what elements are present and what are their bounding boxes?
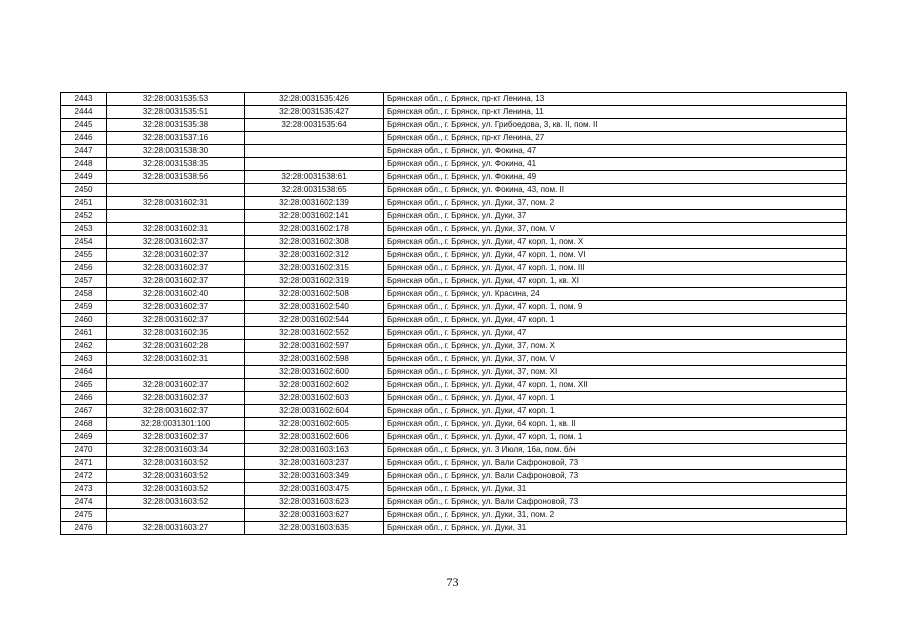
address-cell: Брянская обл., г. Брянск, ул. Фокина, 41 (384, 158, 847, 171)
table-row (61, 353, 847, 366)
object-cadastral-number-cell: 32:28:0031602:544 (245, 314, 384, 327)
address-cell: Брянская обл., г. Брянск, ул. Грибоедова, 3, кв. II, пом. II (384, 119, 847, 132)
object-cadastral-number-cell: 32:28:0031603:475 (245, 483, 384, 496)
object-cadastral-number-cell: 32:28:0031603:237 (245, 457, 384, 470)
parcel-cadastral-number-cell (107, 509, 245, 522)
table-row (61, 444, 847, 457)
table-row (61, 483, 847, 496)
parcel-cadastral-number-cell: 32:28:0031602:37 (107, 262, 245, 275)
address-cell: Брянская обл., г. Брянск, ул. Дуки, 47 корп. 1 (384, 405, 847, 418)
parcel-cadastral-number-cell: 32:28:0031602:40 (107, 288, 245, 301)
table-row (61, 249, 847, 262)
table-row (61, 379, 847, 392)
row-number-cell: 2472 (61, 470, 107, 483)
table-row (61, 301, 847, 314)
parcel-cadastral-number-cell: 32:28:0031602:37 (107, 301, 245, 314)
object-cadastral-number-cell: 32:28:0031535:426 (245, 93, 384, 106)
row-number-cell: 2446 (61, 132, 107, 145)
row-number-cell: 2456 (61, 262, 107, 275)
address-cell: Брянская обл., г. Брянск, ул. Дуки, 37, пом. V (384, 223, 847, 236)
object-cadastral-number-cell: 32:28:0031602:605 (245, 418, 384, 431)
parcel-cadastral-number-cell: 32:28:0031535:38 (107, 119, 245, 132)
object-cadastral-number-cell: 32:28:0031602:597 (245, 340, 384, 353)
table-row (61, 470, 847, 483)
address-cell: Брянская обл., г. Брянск, ул. Фокина, 49 (384, 171, 847, 184)
address-cell: Брянская обл., г. Брянск, ул. Вали Сафроновой, 73 (384, 457, 847, 470)
table-row (61, 262, 847, 275)
parcel-cadastral-number-cell: 32:28:0031603:34 (107, 444, 245, 457)
row-number-cell: 2474 (61, 496, 107, 509)
row-number-cell: 2443 (61, 93, 107, 106)
object-cadastral-number-cell: 32:28:0031603:635 (245, 522, 384, 535)
object-cadastral-number-cell: 32:28:0031602:602 (245, 379, 384, 392)
address-cell: Брянская обл., г. Брянск, ул. Дуки, 47 корп. 1, пом. X (384, 236, 847, 249)
row-number-cell: 2458 (61, 288, 107, 301)
row-number-cell: 2444 (61, 106, 107, 119)
row-number-cell: 2476 (61, 522, 107, 535)
object-cadastral-number-cell: 32:28:0031602:141 (245, 210, 384, 223)
address-cell: Брянская обл., г. Брянск, пр-кт Ленина, 11 (384, 106, 847, 119)
object-cadastral-number-cell: 32:28:0031603:627 (245, 509, 384, 522)
table-row (61, 145, 847, 158)
table-row (61, 327, 847, 340)
address-cell: Брянская обл., г. Брянск, ул. Дуки, 47 корп. 1, кв. XI (384, 275, 847, 288)
parcel-cadastral-number-cell: 32:28:0031603:52 (107, 470, 245, 483)
parcel-cadastral-number-cell: 32:28:0031602:37 (107, 379, 245, 392)
table-row (61, 184, 847, 197)
object-cadastral-number-cell: 32:28:0031538:65 (245, 184, 384, 197)
parcel-cadastral-number-cell: 32:28:0031603:52 (107, 483, 245, 496)
address-cell: Брянская обл., г. Брянск, ул. Дуки, 37, пом. V (384, 353, 847, 366)
object-cadastral-number-cell: 32:28:0031602:606 (245, 431, 384, 444)
parcel-cadastral-number-cell: 32:28:0031602:35 (107, 327, 245, 340)
object-cadastral-number-cell: 32:28:0031602:508 (245, 288, 384, 301)
row-number-cell: 2451 (61, 197, 107, 210)
table-row (61, 431, 847, 444)
table-row (61, 119, 847, 132)
table-row (61, 418, 847, 431)
object-cadastral-number-cell: 32:28:0031602:604 (245, 405, 384, 418)
object-cadastral-number-cell (245, 145, 384, 158)
row-number-cell: 2460 (61, 314, 107, 327)
table-row (61, 210, 847, 223)
address-cell: Брянская обл., г. Брянск, ул. Фокина, 43, пом. II (384, 184, 847, 197)
object-cadastral-number-cell (245, 158, 384, 171)
object-cadastral-number-cell: 32:28:0031603:163 (245, 444, 384, 457)
parcel-cadastral-number-cell (107, 184, 245, 197)
page-number: 73 (446, 575, 459, 589)
parcel-cadastral-number-cell: 32:28:0031602:37 (107, 275, 245, 288)
row-number-cell: 2462 (61, 340, 107, 353)
row-number-cell: 2461 (61, 327, 107, 340)
parcel-cadastral-number-cell: 32:28:0031301:100 (107, 418, 245, 431)
address-cell: Брянская обл., г. Брянск, ул. 3 Июля, 16а, пом. б/н (384, 444, 847, 457)
parcel-cadastral-number-cell: 32:28:0031603:27 (107, 522, 245, 535)
address-cell: Брянская обл., г. Брянск, ул. Дуки, 31 (384, 522, 847, 535)
table-row (61, 340, 847, 353)
address-cell: Брянская обл., г. Брянск, ул. Дуки, 47 (384, 327, 847, 340)
row-number-cell: 2457 (61, 275, 107, 288)
object-cadastral-number-cell: 32:28:0031602:598 (245, 353, 384, 366)
object-cadastral-number-cell: 32:28:0031602:312 (245, 249, 384, 262)
row-number-cell: 2467 (61, 405, 107, 418)
registry-table (60, 92, 847, 535)
parcel-cadastral-number-cell: 32:28:0031535:53 (107, 93, 245, 106)
object-cadastral-number-cell: 32:28:0031602:603 (245, 392, 384, 405)
row-number-cell: 2469 (61, 431, 107, 444)
table-row (61, 158, 847, 171)
address-cell: Брянская обл., г. Брянск, ул. Дуки, 47 корп. 1, пом. 1 (384, 431, 847, 444)
address-cell: Брянская обл., г. Брянск, ул. Дуки, 47 корп. 1, пом. VI (384, 249, 847, 262)
parcel-cadastral-number-cell: 32:28:0031535:51 (107, 106, 245, 119)
object-cadastral-number-cell: 32:28:0031535:427 (245, 106, 384, 119)
row-number-cell: 2473 (61, 483, 107, 496)
row-number-cell: 2449 (61, 171, 107, 184)
object-cadastral-number-cell: 32:28:0031538:61 (245, 171, 384, 184)
table-row (61, 522, 847, 535)
table-row (61, 288, 847, 301)
row-number-cell: 2471 (61, 457, 107, 470)
row-number-cell: 2448 (61, 158, 107, 171)
table-row (61, 405, 847, 418)
object-cadastral-number-cell: 32:28:0031535:64 (245, 119, 384, 132)
parcel-cadastral-number-cell: 32:28:0031602:37 (107, 314, 245, 327)
table-row (61, 366, 847, 379)
address-cell: Брянская обл., г. Брянск, ул. Фокина, 47 (384, 145, 847, 158)
parcel-cadastral-number-cell: 32:28:0031538:35 (107, 158, 245, 171)
parcel-cadastral-number-cell: 32:28:0031602:28 (107, 340, 245, 353)
row-number-cell: 2465 (61, 379, 107, 392)
table-row (61, 509, 847, 522)
parcel-cadastral-number-cell: 32:28:0031538:56 (107, 171, 245, 184)
row-number-cell: 2447 (61, 145, 107, 158)
parcel-cadastral-number-cell: 32:28:0031602:37 (107, 405, 245, 418)
address-cell: Брянская обл., г. Брянск, ул. Дуки, 47 корп. 1, пом. XII (384, 379, 847, 392)
table-row (61, 197, 847, 210)
parcel-cadastral-number-cell: 32:28:0031538:30 (107, 145, 245, 158)
row-number-cell: 2466 (61, 392, 107, 405)
object-cadastral-number-cell: 32:28:0031603:349 (245, 470, 384, 483)
object-cadastral-number-cell: 32:28:0031602:315 (245, 262, 384, 275)
address-cell: Брянская обл., г. Брянск, ул. Дуки, 47 корп. 1, пом. 9 (384, 301, 847, 314)
parcel-cadastral-number-cell: 32:28:0031602:31 (107, 353, 245, 366)
parcel-cadastral-number-cell: 32:28:0031602:31 (107, 197, 245, 210)
row-number-cell: 2463 (61, 353, 107, 366)
parcel-cadastral-number-cell: 32:28:0031602:37 (107, 236, 245, 249)
row-number-cell: 2445 (61, 119, 107, 132)
address-cell: Брянская обл., г. Брянск, ул. Дуки, 37, пом. XI (384, 366, 847, 379)
object-cadastral-number-cell: 32:28:0031602:178 (245, 223, 384, 236)
address-cell: Брянская обл., г. Брянск, ул. Дуки, 31 (384, 483, 847, 496)
row-number-cell: 2459 (61, 301, 107, 314)
object-cadastral-number-cell: 32:28:0031602:540 (245, 301, 384, 314)
parcel-cadastral-number-cell: 32:28:0031602:37 (107, 249, 245, 262)
object-cadastral-number-cell: 32:28:0031602:139 (245, 197, 384, 210)
address-cell: Брянская обл., г. Брянск, ул. Дуки, 37, пом. 2 (384, 197, 847, 210)
address-cell: Брянская обл., г. Брянск, пр-кт Ленина, 13 (384, 93, 847, 106)
object-cadastral-number-cell (245, 132, 384, 145)
address-cell: Брянская обл., г. Брянск, ул. Дуки, 64 корп. 1, кв. II (384, 418, 847, 431)
table-row (61, 496, 847, 509)
registry-table-body (61, 93, 847, 535)
address-cell: Брянская обл., г. Брянск, ул. Дуки, 31, пом. 2 (384, 509, 847, 522)
address-cell: Брянская обл., г. Брянск, ул. Дуки, 37, пом. X (384, 340, 847, 353)
row-number-cell: 2475 (61, 509, 107, 522)
parcel-cadastral-number-cell: 32:28:0031603:52 (107, 457, 245, 470)
object-cadastral-number-cell: 32:28:0031602:308 (245, 236, 384, 249)
row-number-cell: 2470 (61, 444, 107, 457)
address-cell: Брянская обл., г. Брянск, пр-кт Ленина, 27 (384, 132, 847, 145)
row-number-cell: 2468 (61, 418, 107, 431)
address-cell: Брянская обл., г. Брянск, ул. Дуки, 47 корп. 1 (384, 314, 847, 327)
table-row (61, 457, 847, 470)
address-cell: Брянская обл., г. Брянск, ул. Красина, 24 (384, 288, 847, 301)
address-cell: Брянская обл., г. Брянск, ул. Дуки, 47 корп. 1, пом. III (384, 262, 847, 275)
row-number-cell: 2464 (61, 366, 107, 379)
address-cell: Брянская обл., г. Брянск, ул. Вали Сафроновой, 73 (384, 470, 847, 483)
address-cell: Брянская обл., г. Брянск, ул. Вали Сафроновой, 73 (384, 496, 847, 509)
object-cadastral-number-cell: 32:28:0031602:600 (245, 366, 384, 379)
parcel-cadastral-number-cell: 32:28:0031537:16 (107, 132, 245, 145)
table-row (61, 132, 847, 145)
table-row (61, 236, 847, 249)
parcel-cadastral-number-cell (107, 210, 245, 223)
parcel-cadastral-number-cell (107, 366, 245, 379)
table-row (61, 314, 847, 327)
row-number-cell: 2450 (61, 184, 107, 197)
table-row (61, 275, 847, 288)
table-row (61, 106, 847, 119)
address-cell: Брянская обл., г. Брянск, ул. Дуки, 47 корп. 1 (384, 392, 847, 405)
table-row (61, 93, 847, 106)
row-number-cell: 2455 (61, 249, 107, 262)
row-number-cell: 2453 (61, 223, 107, 236)
address-cell: Брянская обл., г. Брянск, ул. Дуки, 37 (384, 210, 847, 223)
parcel-cadastral-number-cell: 32:28:0031602:37 (107, 392, 245, 405)
row-number-cell: 2452 (61, 210, 107, 223)
object-cadastral-number-cell: 32:28:0031602:552 (245, 327, 384, 340)
row-number-cell: 2454 (61, 236, 107, 249)
object-cadastral-number-cell: 32:28:0031602:319 (245, 275, 384, 288)
table-row (61, 171, 847, 184)
object-cadastral-number-cell: 32:28:0031603:623 (245, 496, 384, 509)
parcel-cadastral-number-cell: 32:28:0031602:31 (107, 223, 245, 236)
parcel-cadastral-number-cell: 32:28:0031602:37 (107, 431, 245, 444)
table-row (61, 392, 847, 405)
parcel-cadastral-number-cell: 32:28:0031603:52 (107, 496, 245, 509)
table-row (61, 223, 847, 236)
